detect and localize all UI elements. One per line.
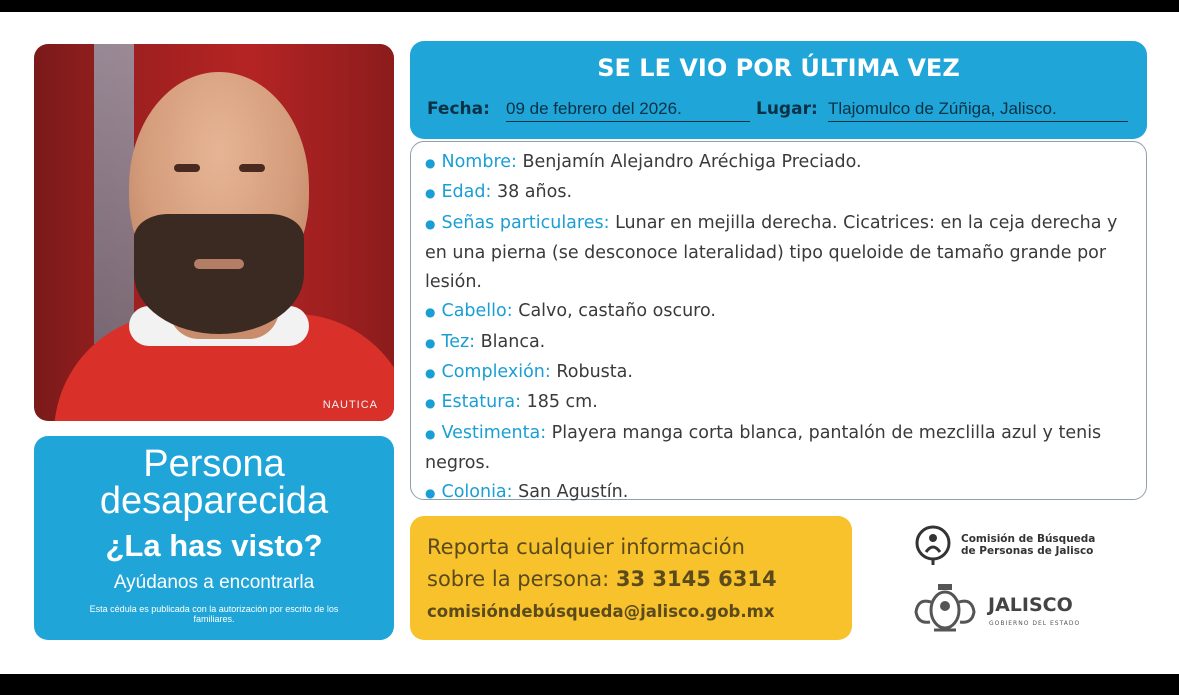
- commission-logo: Comisión de Búsqueda de Personas de Jalisco: [914, 524, 1114, 566]
- panel-disclaimer: Esta cédula es publicada con la autorización por escrito de los familiares.: [89, 604, 339, 624]
- detail-senas: ● Señas particulares: Lunar en mejilla derecha. Cicatrices: en la ceja derecha y en una pierna (se desconoce lateralidad) tipo queloide de tamaño grande por lesión.: [425, 212, 1118, 293]
- jalisco-logo: JALISCO GOBIERNO DEL ESTADO: [912, 580, 1112, 636]
- last-seen-header: [410, 41, 1147, 139]
- report-email[interactable]: comisióndebúsqueda@jalisco.gob.mx: [427, 602, 775, 621]
- commission-emblem-icon: [914, 524, 952, 566]
- jalisco-coat-of-arms-icon: [912, 580, 978, 636]
- detail-cabello: ● Cabello: Calvo, castaño oscuro.: [425, 301, 716, 322]
- detail-tez: ● Tez: Blanca.: [425, 331, 546, 352]
- panel-question: ¿La has visto?: [105, 528, 323, 563]
- report-line1: Reporta cualquier información: [427, 535, 745, 559]
- lugar-label: Lugar:: [756, 99, 818, 119]
- detail-colonia: ● Colonia: San Agustín.: [425, 482, 629, 503]
- panel-line1: Persona: [143, 443, 285, 485]
- report-box: [410, 516, 852, 640]
- shirt-brand-logo: NAUTICA: [322, 399, 378, 411]
- detail-estatura: ● Estatura: 185 cm.: [425, 392, 598, 413]
- panel-help: Ayúdanos a encontrarla: [113, 572, 315, 593]
- person-details: [410, 141, 1147, 503]
- report-line2: sobre la persona: 33 3145 6314: [427, 567, 777, 591]
- fecha-value: 09 de febrero del 2026.: [506, 99, 750, 122]
- missing-person-card: [0, 12, 1179, 674]
- fecha-label: Fecha:: [427, 99, 490, 119]
- report-phone[interactable]: 33 3145 6314: [615, 567, 777, 591]
- lugar-value: Tlajomulco de Zúñiga, Jalisco.: [828, 99, 1128, 122]
- missing-person-panel: [34, 436, 394, 640]
- detail-edad: ● Edad: 38 años.: [425, 182, 573, 203]
- person-photo: [34, 44, 394, 421]
- header-title: SE LE VIO POR ÚLTIMA VEZ: [597, 54, 960, 82]
- panel-line2: desaparecida: [99, 480, 329, 522]
- detail-nombre: ● Nombre: Benjamín Alejandro Aréchiga Preciado.: [425, 152, 862, 172]
- detail-vestimenta: ● Vestimenta: Playera manga corta blanca, pantalón de mezclilla azul y tenis negros.: [425, 422, 1102, 473]
- detail-complexion: ● Complexión: Robusta.: [425, 362, 633, 383]
